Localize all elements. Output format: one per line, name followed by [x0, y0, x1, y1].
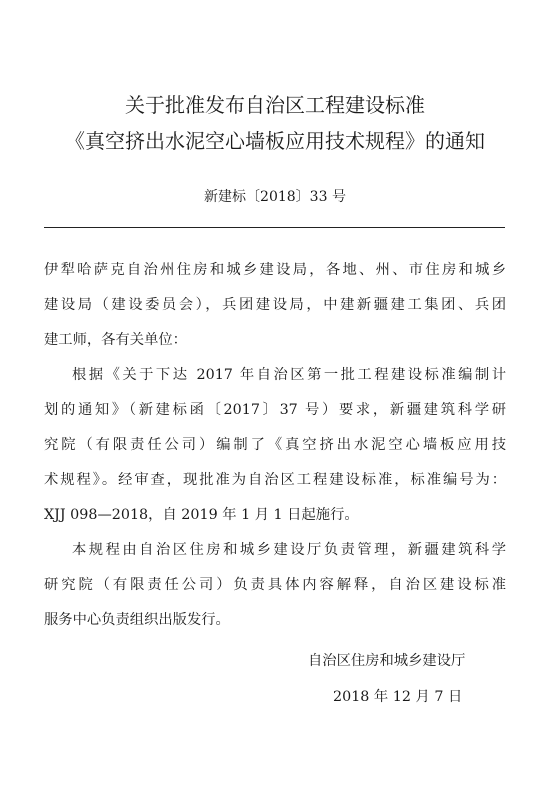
body-line: 本规程由自治区住房和城乡建设厅负责管理，新疆建筑科学 — [72, 542, 506, 558]
body-line: 研究院（有限责任公司）负责具体内容解释，自治区建设标准 — [44, 577, 506, 593]
body-line: 划的通知》（新建标函〔2017〕37 号）要求，新疆建筑科学研 — [44, 402, 506, 418]
body-line: XJJ 098—2018，自 2019 年 1 月 1 日起施行。 — [44, 507, 359, 523]
issuer-name: 自治区住房和城乡建设厅 — [308, 653, 466, 669]
body-line: 究院（有限责任公司）编制了《真空挤出水泥空心墙板应用技 — [44, 437, 506, 453]
document-number: 新建标〔2018〕33 号 — [204, 189, 346, 205]
body-line: 术规程》。经审查，现批准为自治区工程建设标准，标准编号为： — [44, 472, 506, 488]
body-line: 建设局（建设委员会），兵团建设局，中建新疆建工集团、兵团 — [44, 297, 506, 313]
body-line: 根据《关于下达 2017 年自治区第一批工程建设标准编制计 — [72, 367, 506, 383]
body-line: 建工师，各有关单位： — [44, 332, 187, 348]
header-divider — [44, 227, 505, 228]
notice-title-line-2: 《真空挤出水泥空心墙板应用技术规程》的通知 — [65, 129, 485, 153]
body-line: 服务中心负责组织出版发行。 — [44, 612, 230, 628]
notice-title-line-1: 关于批准发布自治区工程建设标准 — [125, 93, 425, 117]
body-line: 伊犁哈萨克自治州住房和城乡建设局，各地、州、市住房和城乡 — [44, 262, 506, 278]
issue-date: 2018 年 12 月 7 日 — [333, 689, 463, 705]
